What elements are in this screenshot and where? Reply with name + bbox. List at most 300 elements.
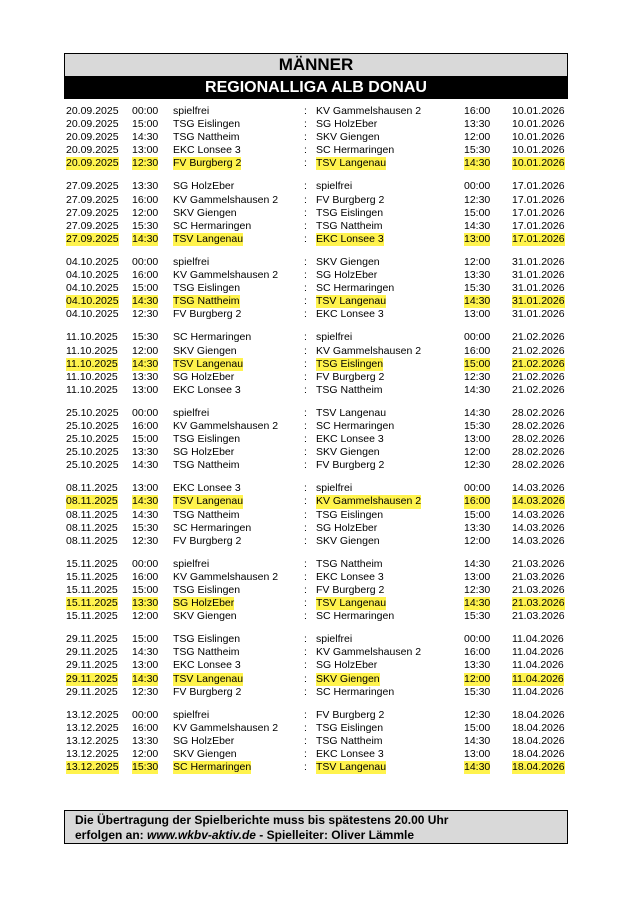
match-time: 16:00 bbox=[132, 721, 159, 734]
return-time: 15:30 bbox=[464, 610, 491, 623]
separator: : bbox=[304, 406, 307, 419]
home-team: SKV Giengen bbox=[173, 206, 237, 219]
match-time: 00:00 bbox=[132, 255, 159, 268]
fixture-row bbox=[64, 571, 568, 584]
home-team: KV Gammelshausen 2 bbox=[173, 269, 279, 282]
match-date: 15.11.2025 bbox=[66, 584, 118, 596]
away-team: FV Burgberg 2 bbox=[316, 584, 385, 596]
separator: : bbox=[304, 570, 307, 583]
return-date: 11.04.2026 bbox=[512, 659, 564, 672]
match-time: 14:30 bbox=[132, 495, 159, 508]
return-time: 13:30 bbox=[464, 659, 491, 672]
return-date: 21.03.2026 bbox=[512, 584, 565, 596]
fixture-row bbox=[64, 371, 568, 384]
match-date: 27.09.2025 bbox=[66, 206, 119, 219]
home-team: KV Gammelshausen 2 bbox=[173, 193, 279, 206]
match-date: 27.09.2025 bbox=[66, 232, 119, 245]
match-time: 13:30 bbox=[132, 597, 159, 610]
match-time: 13:00 bbox=[132, 144, 159, 157]
fixture-row bbox=[64, 118, 568, 131]
match-date: 08.11.2025 bbox=[66, 521, 118, 534]
return-date: 21.02.2026 bbox=[512, 344, 565, 357]
match-date: 25.10.2025 bbox=[66, 433, 119, 446]
return-time: 13:00 bbox=[464, 748, 491, 761]
fixture-row bbox=[64, 495, 568, 508]
separator: : bbox=[304, 495, 307, 508]
home-team: SG HolzEber bbox=[173, 370, 235, 383]
match-date: 08.11.2025 bbox=[66, 482, 118, 495]
away-team: FV Burgberg 2 bbox=[316, 708, 385, 721]
return-time: 15:30 bbox=[464, 685, 491, 698]
return-date: 31.01.2026 bbox=[512, 295, 565, 308]
fixture-row bbox=[64, 269, 568, 282]
home-team: TSG Nattheim bbox=[173, 508, 240, 521]
separator: : bbox=[304, 232, 307, 245]
match-date: 25.10.2025 bbox=[66, 406, 119, 419]
fixture-list bbox=[64, 105, 568, 774]
separator: : bbox=[304, 370, 307, 383]
match-date: 25.10.2025 bbox=[66, 419, 119, 432]
return-time: 14:30 bbox=[464, 734, 491, 747]
away-team: EKC Lonsee 3 bbox=[316, 570, 384, 583]
match-date: 29.11.2025 bbox=[66, 646, 118, 659]
away-team: SKV Giengen bbox=[316, 446, 380, 459]
return-time: 15:00 bbox=[464, 508, 491, 521]
match-time: 12:30 bbox=[132, 685, 159, 698]
fixture-row bbox=[64, 233, 568, 246]
fixture-row bbox=[64, 433, 568, 446]
away-team: SKV Giengen bbox=[316, 255, 380, 268]
return-date: 28.02.2026 bbox=[512, 459, 565, 472]
page-title: MÄNNER bbox=[64, 53, 568, 76]
away-team: SC Hermaringen bbox=[316, 419, 395, 432]
home-team: SG HolzEber bbox=[173, 180, 235, 193]
match-time: 16:00 bbox=[132, 269, 159, 282]
match-time: 13:30 bbox=[132, 734, 159, 747]
match-date: 15.11.2025 bbox=[66, 597, 118, 610]
return-date: 17.01.2026 bbox=[512, 180, 565, 193]
fixture-row bbox=[64, 722, 568, 735]
separator: : bbox=[304, 685, 307, 698]
home-team: TSV Langenau bbox=[173, 495, 244, 508]
return-time: 15:30 bbox=[464, 144, 491, 157]
return-date: 10.01.2026 bbox=[512, 105, 565, 117]
match-date: 08.11.2025 bbox=[66, 508, 118, 521]
return-time: 15:00 bbox=[464, 721, 491, 734]
return-date: 18.04.2026 bbox=[512, 708, 565, 721]
home-team: SC Hermaringen bbox=[173, 219, 252, 232]
home-team: spielfrei bbox=[173, 406, 210, 419]
fixture-row bbox=[64, 659, 568, 672]
separator: : bbox=[304, 508, 307, 521]
away-team: SC Hermaringen bbox=[316, 610, 395, 623]
return-time: 13:30 bbox=[464, 118, 491, 131]
separator: : bbox=[304, 721, 307, 734]
away-team: TSV Langenau bbox=[316, 406, 387, 419]
return-time: 14:30 bbox=[464, 406, 491, 419]
home-team: SG HolzEber bbox=[173, 446, 235, 459]
return-date: 21.03.2026 bbox=[512, 597, 565, 610]
away-team: EKC Lonsee 3 bbox=[316, 433, 384, 446]
return-time: 14:30 bbox=[464, 383, 491, 396]
fixture-row bbox=[64, 709, 568, 722]
return-date: 21.02.2026 bbox=[512, 331, 565, 344]
match-time: 15:30 bbox=[132, 219, 159, 232]
return-time: 13:00 bbox=[464, 232, 491, 245]
home-team: SKV Giengen bbox=[173, 748, 237, 761]
home-team: TSV Langenau bbox=[173, 357, 244, 370]
return-time: 16:00 bbox=[464, 646, 491, 659]
return-time: 15:30 bbox=[464, 419, 491, 432]
home-team: TSG Nattheim bbox=[173, 295, 240, 308]
fixture-row bbox=[64, 459, 568, 472]
footer-note bbox=[64, 810, 568, 844]
match-time: 14:30 bbox=[132, 646, 159, 659]
return-date: 18.04.2026 bbox=[512, 748, 565, 761]
home-team: spielfrei bbox=[173, 708, 210, 721]
return-time: 14:30 bbox=[464, 295, 491, 308]
home-team: TSG Eislingen bbox=[173, 633, 241, 646]
home-team: TSG Eislingen bbox=[173, 118, 241, 131]
match-date: 20.09.2025 bbox=[66, 144, 119, 157]
home-team: TSG Eislingen bbox=[173, 433, 241, 446]
round-block bbox=[64, 180, 568, 245]
away-team: FV Burgberg 2 bbox=[316, 370, 385, 383]
round-block bbox=[64, 558, 568, 623]
fixture-row bbox=[64, 509, 568, 522]
fixture-row bbox=[64, 384, 568, 397]
match-time: 14:30 bbox=[132, 672, 159, 685]
separator: : bbox=[304, 482, 307, 495]
match-time: 00:00 bbox=[132, 105, 159, 117]
home-team: SG HolzEber bbox=[173, 597, 235, 610]
match-time: 12:30 bbox=[132, 308, 159, 321]
return-date: 10.01.2026 bbox=[512, 157, 565, 170]
away-team: spielfrei bbox=[316, 180, 353, 193]
match-date: 25.10.2025 bbox=[66, 459, 119, 472]
return-date: 10.01.2026 bbox=[512, 118, 565, 131]
home-team: FV Burgberg 2 bbox=[173, 685, 242, 698]
away-team: EKC Lonsee 3 bbox=[316, 308, 384, 321]
return-time: 15:00 bbox=[464, 206, 491, 219]
fixture-row bbox=[64, 522, 568, 535]
home-team: KV Gammelshausen 2 bbox=[173, 570, 279, 583]
match-date: 11.10.2025 bbox=[66, 357, 118, 370]
return-time: 00:00 bbox=[464, 482, 491, 495]
home-team: FV Burgberg 2 bbox=[173, 534, 242, 547]
return-date: 10.01.2026 bbox=[512, 131, 565, 144]
away-team: EKC Lonsee 3 bbox=[316, 232, 384, 245]
fixture-row bbox=[64, 282, 568, 295]
match-time: 15:00 bbox=[132, 633, 159, 646]
home-team: KV Gammelshausen 2 bbox=[173, 419, 279, 432]
return-date: 18.04.2026 bbox=[512, 734, 565, 747]
match-date: 04.10.2025 bbox=[66, 308, 119, 321]
match-time: 12:00 bbox=[132, 610, 159, 623]
return-time: 16:00 bbox=[464, 495, 491, 508]
separator: : bbox=[304, 734, 307, 747]
return-time: 12:30 bbox=[464, 193, 491, 206]
fixture-row bbox=[64, 420, 568, 433]
match-time: 00:00 bbox=[132, 557, 159, 570]
match-time: 13:00 bbox=[132, 482, 159, 495]
separator: : bbox=[304, 331, 307, 344]
fixture-row bbox=[64, 735, 568, 748]
away-team: SG HolzEber bbox=[316, 659, 378, 672]
separator: : bbox=[304, 206, 307, 219]
match-time: 15:30 bbox=[132, 761, 159, 774]
home-team: TSG Nattheim bbox=[173, 131, 240, 144]
round-block bbox=[64, 105, 568, 170]
separator: : bbox=[304, 446, 307, 459]
schedule-page bbox=[64, 53, 568, 774]
fixture-row bbox=[64, 131, 568, 144]
fixture-row bbox=[64, 407, 568, 420]
separator: : bbox=[304, 357, 307, 370]
match-date: 04.10.2025 bbox=[66, 282, 119, 295]
return-time: 13:00 bbox=[464, 308, 491, 321]
return-time: 12:00 bbox=[464, 131, 491, 144]
away-team: TSV Langenau bbox=[316, 157, 387, 170]
match-time: 12:00 bbox=[132, 344, 159, 357]
match-date: 29.11.2025 bbox=[66, 659, 118, 672]
fixture-row bbox=[64, 295, 568, 308]
separator: : bbox=[304, 521, 307, 534]
return-date: 21.02.2026 bbox=[512, 383, 565, 396]
home-team: SKV Giengen bbox=[173, 610, 237, 623]
away-team: TSV Langenau bbox=[316, 597, 387, 610]
return-time: 13:00 bbox=[464, 433, 491, 446]
separator: : bbox=[304, 534, 307, 547]
return-time: 12:30 bbox=[464, 370, 491, 383]
match-date: 15.11.2025 bbox=[66, 557, 118, 570]
away-team: SKV Giengen bbox=[316, 131, 380, 144]
return-date: 31.01.2026 bbox=[512, 269, 565, 282]
away-team: SKV Giengen bbox=[316, 534, 380, 547]
home-team: SC Hermaringen bbox=[173, 331, 252, 344]
match-date: 20.09.2025 bbox=[66, 131, 119, 144]
home-team: FV Burgberg 2 bbox=[173, 157, 242, 170]
home-team: TSV Langenau bbox=[173, 672, 244, 685]
return-date: 14.03.2026 bbox=[512, 508, 565, 521]
fixture-row bbox=[64, 358, 568, 371]
home-team: spielfrei bbox=[173, 255, 210, 268]
separator: : bbox=[304, 131, 307, 144]
match-time: 14:30 bbox=[132, 131, 159, 144]
separator: : bbox=[304, 180, 307, 193]
home-team: TSG Nattheim bbox=[173, 459, 240, 472]
separator: : bbox=[304, 761, 307, 774]
home-team: EKC Lonsee 3 bbox=[173, 482, 241, 495]
return-date: 11.04.2026 bbox=[512, 685, 564, 698]
separator: : bbox=[304, 433, 307, 446]
footer-line-1: Die Übertragung der Spielberichte muss bis spätestens 20.00 Uhr bbox=[75, 813, 449, 827]
away-team: SC Hermaringen bbox=[316, 282, 395, 295]
return-time: 12:30 bbox=[464, 584, 491, 596]
away-team: spielfrei bbox=[316, 331, 353, 344]
return-date: 28.02.2026 bbox=[512, 406, 565, 419]
fixture-row bbox=[64, 633, 568, 646]
return-time: 12:00 bbox=[464, 255, 491, 268]
return-time: 16:00 bbox=[464, 344, 491, 357]
match-time: 14:30 bbox=[132, 357, 159, 370]
return-date: 21.03.2026 bbox=[512, 557, 565, 570]
match-time: 15:30 bbox=[132, 521, 159, 534]
round-block bbox=[64, 633, 568, 698]
match-time: 15:00 bbox=[132, 118, 159, 131]
return-date: 21.02.2026 bbox=[512, 370, 565, 383]
home-team: EKC Lonsee 3 bbox=[173, 383, 241, 396]
return-date: 31.01.2026 bbox=[512, 282, 565, 295]
return-time: 16:00 bbox=[464, 105, 491, 117]
return-date: 31.01.2026 bbox=[512, 255, 565, 268]
away-team: KV Gammelshausen 2 bbox=[316, 495, 422, 508]
match-time: 12:00 bbox=[132, 206, 159, 219]
return-time: 14:30 bbox=[464, 597, 491, 610]
away-team: spielfrei bbox=[316, 633, 353, 646]
round-block bbox=[64, 331, 568, 396]
away-team: FV Burgberg 2 bbox=[316, 459, 385, 472]
fixture-row bbox=[64, 597, 568, 610]
separator: : bbox=[304, 748, 307, 761]
fixture-row bbox=[64, 331, 568, 344]
match-time: 15:00 bbox=[132, 282, 159, 295]
return-time: 12:00 bbox=[464, 672, 491, 685]
home-team: spielfrei bbox=[173, 105, 210, 117]
home-team: TSG Eislingen bbox=[173, 584, 241, 596]
separator: : bbox=[304, 282, 307, 295]
match-date: 29.11.2025 bbox=[66, 685, 118, 698]
return-date: 31.01.2026 bbox=[512, 308, 565, 321]
match-date: 13.12.2025 bbox=[66, 734, 119, 747]
footer-prefix: erfolgen an: bbox=[75, 828, 148, 842]
separator: : bbox=[304, 105, 307, 117]
return-date: 21.03.2026 bbox=[512, 610, 565, 623]
return-date: 28.02.2026 bbox=[512, 419, 565, 432]
return-time: 14:30 bbox=[464, 557, 491, 570]
return-time: 00:00 bbox=[464, 331, 491, 344]
separator: : bbox=[304, 646, 307, 659]
away-team: TSG Eislingen bbox=[316, 206, 384, 219]
return-date: 18.04.2026 bbox=[512, 721, 565, 734]
match-time: 00:00 bbox=[132, 708, 159, 721]
away-team: TSG Eislingen bbox=[316, 508, 384, 521]
fixture-row bbox=[64, 482, 568, 495]
home-team: TSG Eislingen bbox=[173, 282, 241, 295]
home-team: EKC Lonsee 3 bbox=[173, 659, 241, 672]
match-date: 13.12.2025 bbox=[66, 721, 119, 734]
fixture-row bbox=[64, 308, 568, 321]
fixture-row bbox=[64, 157, 568, 170]
away-team: TSG Nattheim bbox=[316, 557, 383, 570]
match-time: 13:30 bbox=[132, 446, 159, 459]
separator: : bbox=[304, 584, 307, 596]
return-date: 28.02.2026 bbox=[512, 433, 565, 446]
return-date: 28.02.2026 bbox=[512, 446, 565, 459]
separator: : bbox=[304, 118, 307, 131]
separator: : bbox=[304, 193, 307, 206]
return-date: 17.01.2026 bbox=[512, 219, 565, 232]
match-time: 13:30 bbox=[132, 180, 159, 193]
match-date: 04.10.2025 bbox=[66, 255, 119, 268]
separator: : bbox=[304, 419, 307, 432]
match-date: 15.11.2025 bbox=[66, 610, 118, 623]
match-date: 04.10.2025 bbox=[66, 269, 119, 282]
match-date: 29.11.2025 bbox=[66, 672, 118, 685]
match-date: 15.11.2025 bbox=[66, 570, 118, 583]
return-time: 14:30 bbox=[464, 761, 491, 774]
separator: : bbox=[304, 157, 307, 170]
fixture-row bbox=[64, 105, 568, 118]
match-time: 15:00 bbox=[132, 584, 159, 596]
home-team: SKV Giengen bbox=[173, 344, 237, 357]
separator: : bbox=[304, 144, 307, 157]
away-team: SC Hermaringen bbox=[316, 144, 395, 157]
match-date: 29.11.2025 bbox=[66, 633, 118, 646]
return-time: 12:30 bbox=[464, 459, 491, 472]
away-team: TSG Nattheim bbox=[316, 734, 383, 747]
match-time: 16:00 bbox=[132, 193, 159, 206]
separator: : bbox=[304, 255, 307, 268]
return-date: 21.02.2026 bbox=[512, 357, 565, 370]
match-date: 11.10.2025 bbox=[66, 383, 118, 396]
separator: : bbox=[304, 459, 307, 472]
match-date: 11.10.2025 bbox=[66, 331, 118, 344]
return-date: 18.04.2026 bbox=[512, 761, 565, 774]
round-block bbox=[64, 407, 568, 472]
away-team: spielfrei bbox=[316, 482, 353, 495]
footer-url[interactable]: www.wkbv-aktiv.de bbox=[147, 828, 256, 842]
return-time: 15:00 bbox=[464, 357, 491, 370]
return-time: 00:00 bbox=[464, 633, 491, 646]
home-team: TSV Langenau bbox=[173, 232, 244, 245]
footer-suffix: - Spielleiter: Oliver Lämmle bbox=[255, 828, 415, 842]
match-time: 00:00 bbox=[132, 406, 159, 419]
match-date: 27.09.2025 bbox=[66, 180, 119, 193]
separator: : bbox=[304, 633, 307, 646]
home-team: SC Hermaringen bbox=[173, 521, 252, 534]
away-team: TSG Eislingen bbox=[316, 721, 384, 734]
match-date: 13.12.2025 bbox=[66, 708, 119, 721]
fixture-row bbox=[64, 345, 568, 358]
separator: : bbox=[304, 557, 307, 570]
home-team: KV Gammelshausen 2 bbox=[173, 721, 279, 734]
match-time: 16:00 bbox=[132, 419, 159, 432]
away-team: TSV Langenau bbox=[316, 295, 387, 308]
fixture-row bbox=[64, 673, 568, 686]
away-team: TSG Nattheim bbox=[316, 219, 383, 232]
match-time: 13:00 bbox=[132, 659, 159, 672]
home-team: EKC Lonsee 3 bbox=[173, 144, 241, 157]
fixture-row bbox=[64, 558, 568, 571]
return-date: 14.03.2026 bbox=[512, 495, 565, 508]
fixture-row bbox=[64, 748, 568, 761]
match-date: 08.11.2025 bbox=[66, 495, 118, 508]
match-time: 14:30 bbox=[132, 232, 159, 245]
round-block bbox=[64, 709, 568, 774]
footer-line-2 bbox=[75, 828, 567, 843]
away-team: SC Hermaringen bbox=[316, 685, 395, 698]
return-date: 17.01.2026 bbox=[512, 206, 565, 219]
match-time: 15:30 bbox=[132, 331, 159, 344]
fixture-row bbox=[64, 446, 568, 459]
away-team: SKV Giengen bbox=[316, 672, 380, 685]
match-time: 13:30 bbox=[132, 370, 159, 383]
return-time: 14:30 bbox=[464, 219, 491, 232]
separator: : bbox=[304, 308, 307, 321]
return-time: 00:00 bbox=[464, 180, 491, 193]
away-team: FV Burgberg 2 bbox=[316, 193, 385, 206]
